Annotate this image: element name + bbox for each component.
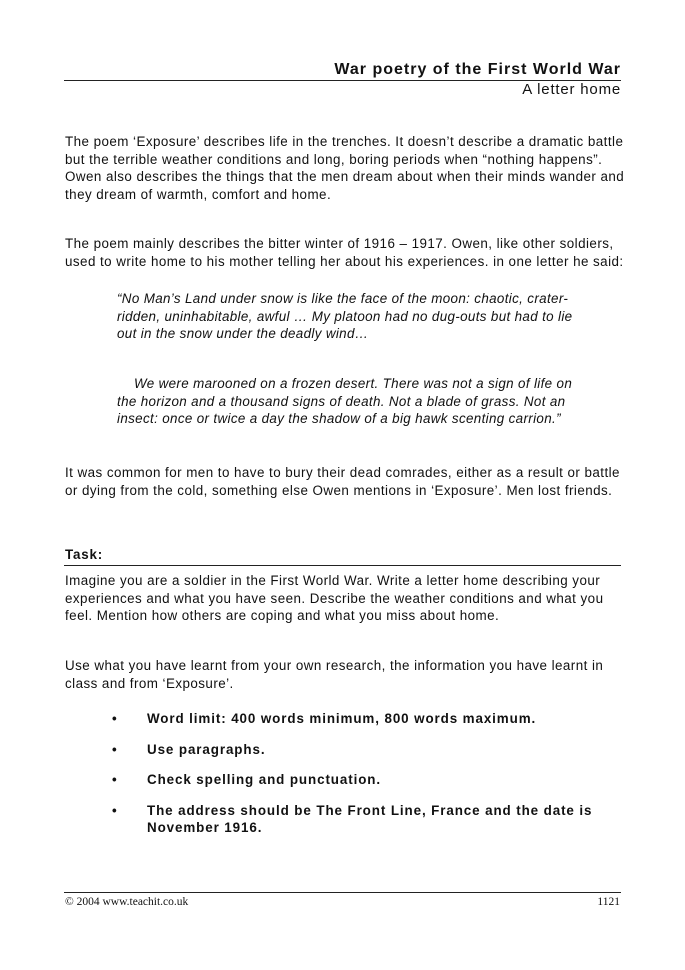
list-item (112, 771, 632, 789)
bullet-icon: • (112, 741, 118, 757)
letter-quote-part-1: “No Man’s Land under snow is like the face of the moon: chaotic, crater-ridden, uninhabitable, awful … My platoon had no dug-outs but had to lie out in the snow under the deadly wind… (117, 291, 573, 341)
requirements-list (112, 710, 632, 837)
task-heading: Task: (65, 547, 103, 562)
list-item (112, 710, 632, 728)
bullet-icon: • (112, 711, 118, 726)
bullet-icon: • (112, 772, 118, 787)
footer-page-number: 1121 (597, 896, 620, 908)
requirement-text: Check spelling and punctuation. (147, 772, 381, 787)
requirement-text: Use paragraphs. (147, 741, 266, 757)
intro-paragraph: The poem ‘Exposure’ describes life in the trenches. It doesn’t describe a dramatic battle but the terrible weather conditions and long, boring periods when “nothing happens”. Owen also describes the things that the men dream about when their minds wander and they dream of warmth, comfort and home. (65, 134, 625, 202)
task-sources: Use what you have learnt from your own research, the information you have learnt in class and from ‘Exposure’. (65, 658, 604, 691)
closing-paragraph: It was common for men to have to bury their dead comrades, either as a result or battle or dying from the cold, something else Owen mentions in ‘Exposure’. Men lost friends. (65, 465, 620, 498)
requirement-text: Word limit: 400 words minimum, 800 words maximum. (147, 711, 537, 726)
task-instructions: Imagine you are a soldier in the First World War. Write a letter home describing your experiences and what you have seen. Describe the weather conditions and what you feel. Mention how others are coping and what you miss about home. (65, 573, 604, 623)
footer-divider (64, 892, 621, 893)
bullet-icon: • (112, 802, 118, 818)
list-item (112, 741, 632, 759)
task-divider (64, 565, 621, 566)
list-item (112, 802, 632, 837)
page-title: War poetry of the First World War (334, 61, 621, 78)
requirement-text: The address should be The Front Line, France and the date is November 1916. (147, 802, 593, 835)
context-paragraph: The poem mainly describes the bitter winter of 1916 – 1917. Owen, like other soldiers, used to write home to his mother telling her about his experiences. in one letter he said: (65, 236, 624, 269)
page-subtitle: A letter home (522, 81, 621, 98)
footer-copyright: © 2004 www.teachit.co.uk (65, 896, 189, 908)
letter-quote-part-2: We were marooned on a frozen desert. There was not a sign of life on the horizon and a thousand signs of death. Not a blade of grass. Not an insect: once or twice a day the shadow of a big hawk scenting carrion.” (117, 376, 573, 426)
